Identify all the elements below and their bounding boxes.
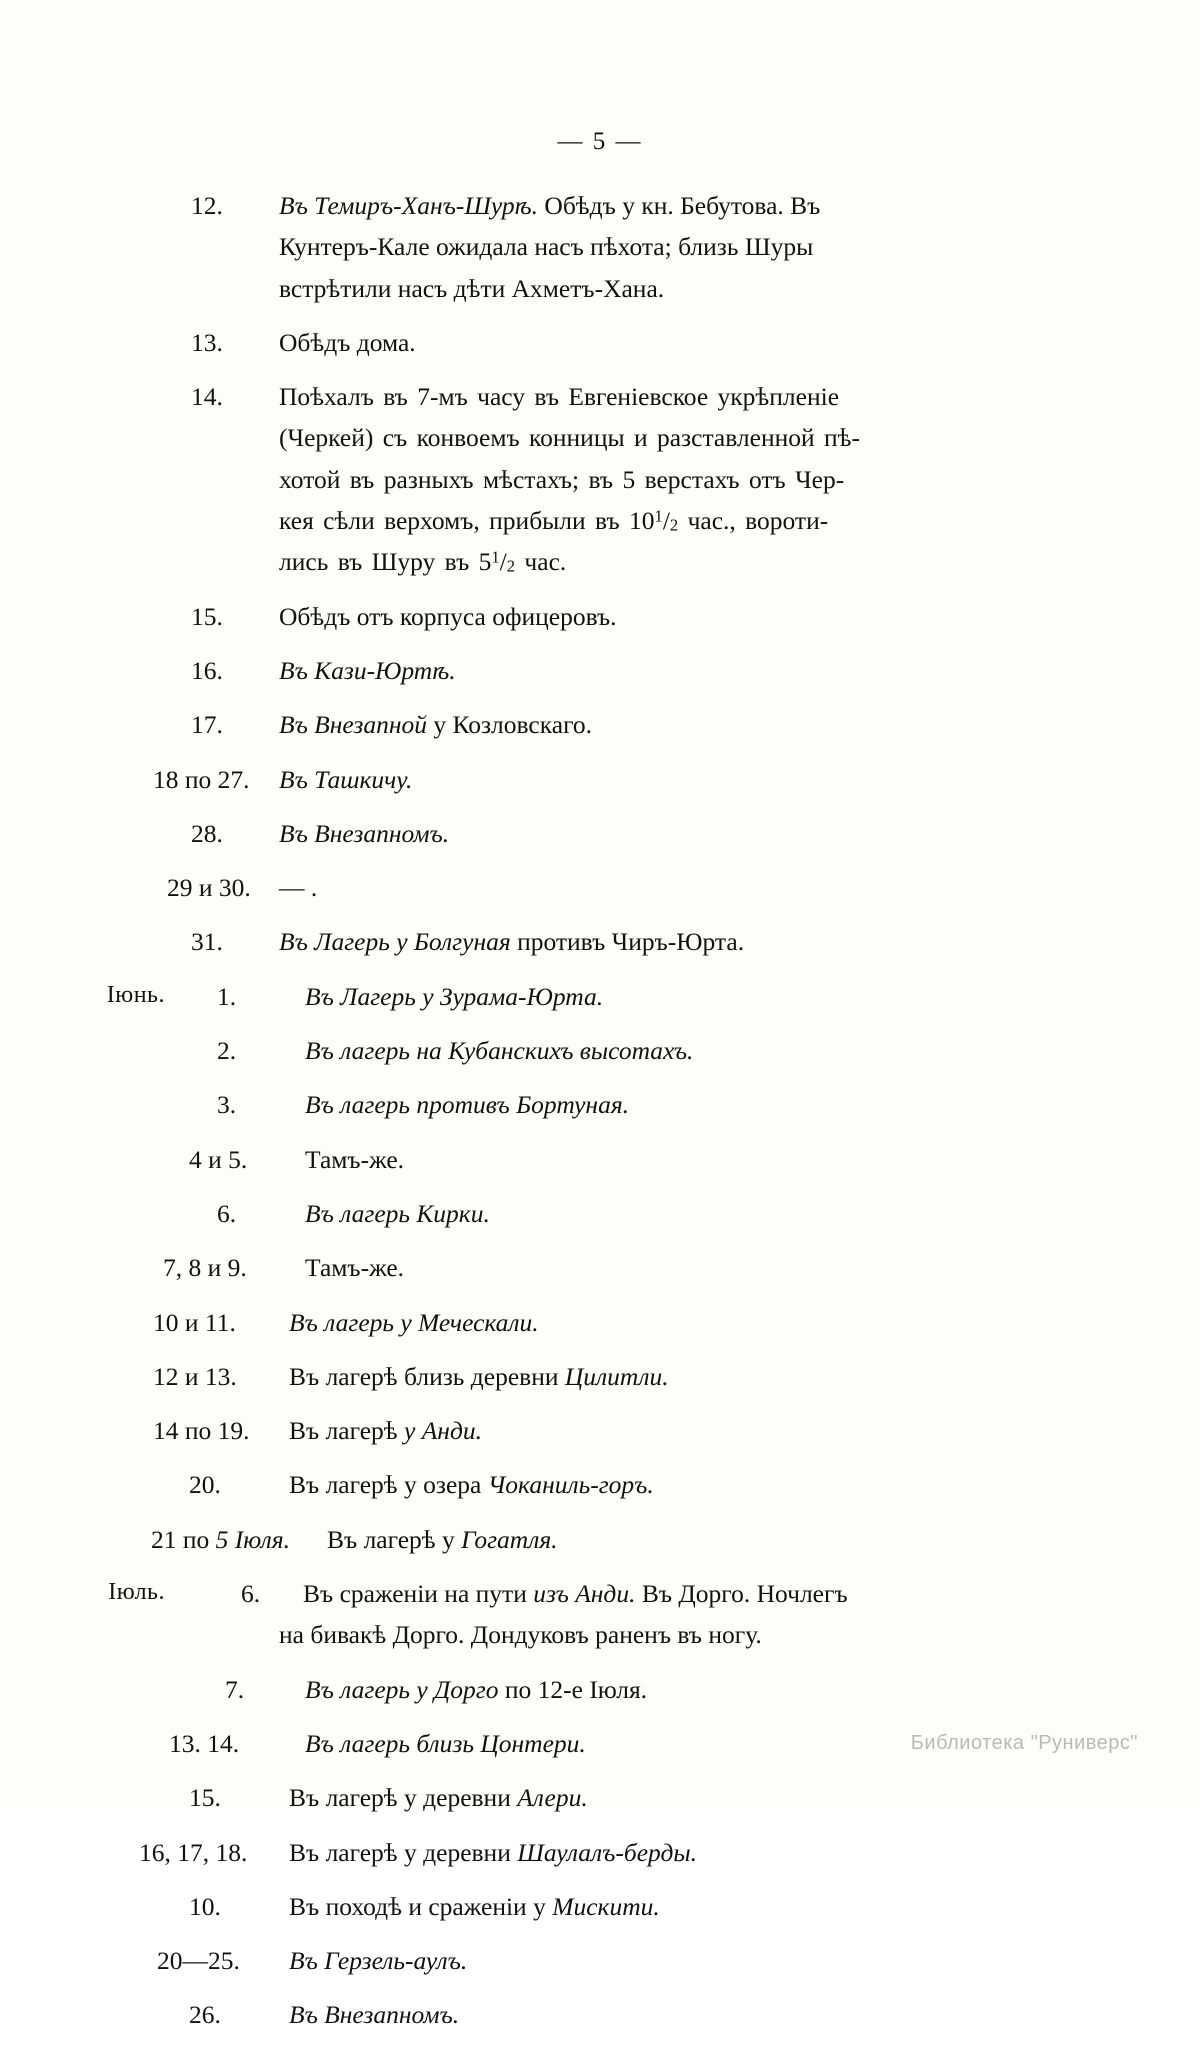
entry-place: Въ Темиръ-Ханъ-Шурѣ.	[279, 191, 539, 220]
diary-entry	[157, 1940, 1055, 1981]
fraction-one-half: $^1/_2$	[491, 547, 516, 577]
entry-place: Въ лагерь на Кубанскихъ высотахъ.	[305, 1036, 694, 1066]
entry-text: Тамъ-же.	[305, 1253, 405, 1283]
entry-text: Въ походѣ и сраженіи у	[289, 1891, 553, 1921]
entry-number: 7, 8 и 9.	[163, 1253, 247, 1283]
entry-text: Въ лагерѣ	[289, 1416, 405, 1446]
entry-number: 21 по 5 Iюля.	[151, 1524, 290, 1554]
entry-text: Обѣдъ дома.	[279, 327, 416, 357]
entry-number: 12.	[191, 191, 223, 220]
entry-place: Въ Внезапной	[279, 710, 427, 740]
entry-text: (Черкей) съ конвоемъ конницы и разставленной пѣ-	[279, 423, 861, 453]
entry-number: 3.	[217, 1090, 237, 1120]
month-label-june: Iюнь.	[106, 981, 165, 1008]
diary-entry	[153, 1356, 1055, 1397]
entry-place: Въ лагерь противъ Бортуная.	[305, 1090, 630, 1120]
diary-entry	[151, 1519, 1055, 1560]
entry-place: у Анди.	[404, 1416, 482, 1446]
entry-place: Въ Кази-Юртѣ.	[279, 655, 456, 685]
diary-entry	[175, 813, 1055, 854]
diary-entry	[175, 1139, 1055, 1180]
diary-entry	[175, 1464, 1055, 1505]
entry-text: у Козловскаго.	[427, 710, 593, 740]
diary-entry	[175, 322, 1055, 363]
entry-number: 15.	[191, 601, 223, 631]
entry-number: 2.	[217, 1036, 237, 1066]
diary-entry	[106, 976, 1055, 1017]
entry-number: 16.	[191, 655, 223, 685]
entry-number: 6.	[217, 1198, 237, 1228]
entry-number: 13. 14.	[169, 1728, 240, 1758]
page-number: — 5 —	[557, 128, 643, 155]
library-watermark: Библиотека "Руниверс"	[910, 1732, 1138, 1754]
diary-entry	[175, 1030, 1055, 1071]
entry-text: хотой въ разныхъ мѣстахъ; въ 5 верстахъ отъ Чер-	[279, 464, 845, 494]
entry-place: изъ Анди.	[533, 1579, 636, 1609]
diary-entry	[175, 921, 1055, 962]
entry-place: Гогатля.	[461, 1524, 558, 1554]
diary-entry	[108, 1573, 1055, 1656]
diary-entry	[175, 1994, 1055, 2035]
entry-number: 17.	[191, 710, 223, 740]
fraction-one-half: $^1/_2$	[654, 506, 679, 536]
entry-number: 14 по 19.	[153, 1416, 250, 1446]
entry-text: Въ лагерѣ близь деревни	[289, 1361, 565, 1391]
entry-place: Въ лагерь у Меческали.	[289, 1307, 539, 1337]
entry-text: час.	[515, 547, 567, 577]
entry-number: 10.	[189, 1891, 221, 1921]
entry-number: 20.	[189, 1470, 221, 1500]
diary-entry	[175, 1669, 1055, 1710]
entry-place: Въ лагерь близь Цонтери.	[305, 1728, 586, 1758]
entry-number: 20—25.	[157, 1946, 240, 1976]
diary-entry	[139, 1832, 1055, 1873]
diary-entry	[175, 596, 1055, 637]
diary-entry	[175, 376, 1055, 582]
entry-place: Въ Герзель-аулъ.	[289, 1946, 468, 1976]
diary-entry	[175, 1084, 1055, 1125]
diary-entry	[153, 759, 1055, 800]
entry-text: лись въ Шуру въ 5	[279, 547, 492, 577]
entry-number: 31.	[191, 927, 223, 957]
entry-number: 18 по 27.	[153, 764, 250, 794]
entry-place: Алери.	[517, 1783, 588, 1813]
entry-text: час., вороти-	[678, 506, 829, 536]
entry-text: Обѣдъ отъ корпуса офицеровъ.	[279, 601, 617, 631]
diary-entry	[175, 1777, 1055, 1818]
entry-text: противъ Чиръ-Юрта.	[510, 927, 745, 957]
entry-number: 13.	[191, 327, 223, 357]
entry-number: 16, 17, 18.	[139, 1837, 248, 1867]
entry-text: по 12-е Iюля.	[498, 1674, 648, 1704]
entry-text: Кунтеръ-Кале ожидала насъ пѣхота; близь Шуры	[279, 232, 814, 262]
month-label-july: Iюль.	[108, 1579, 165, 1606]
diary-entry	[153, 1302, 1055, 1343]
entry-place: Чоканиль-горъ.	[487, 1470, 654, 1500]
entry-number: 1.	[217, 981, 237, 1011]
entry-text: — .	[279, 873, 318, 903]
entry-text: встрѣтили насъ дѣти Ахметъ-Хана.	[279, 273, 665, 303]
diary-entry	[175, 704, 1055, 745]
entry-text: Въ лагерѣ у деревни	[289, 1837, 518, 1867]
diary-entry	[153, 1410, 1055, 1451]
entry-text: Въ лагерѣ у	[327, 1524, 462, 1554]
diary-entry	[175, 1886, 1055, 1927]
entry-number: 15.	[189, 1783, 221, 1813]
entry-number: 28.	[191, 818, 223, 848]
entry-place: Въ лагерь у Дорго	[305, 1674, 499, 1704]
entry-text: Въ лагерѣ у озера	[289, 1470, 488, 1500]
entry-text: кея сѣли верхомъ, прибыли въ 10	[279, 506, 655, 536]
entry-number: 7.	[225, 1674, 245, 1704]
entry-text: Въ Дорго. Ночлегъ	[635, 1579, 848, 1609]
entry-number: 10 и 11.	[153, 1307, 236, 1337]
entry-place: Мискити.	[552, 1891, 660, 1921]
entry-text: Въ лагерѣ у деревни	[289, 1783, 518, 1813]
entry-text: Обѣдъ у кн. Бебутова. Въ	[538, 191, 821, 220]
diary-entry	[175, 185, 1055, 309]
entry-place: Въ Внезапномъ.	[279, 818, 450, 848]
entry-place: Въ Ташкичу.	[279, 764, 413, 794]
diary-entry	[167, 867, 1055, 908]
entry-text: на бивакѣ Дорго. Дондуковъ раненъ въ ногу.	[279, 1620, 762, 1650]
diary-entry	[163, 1247, 1055, 1288]
entry-number: 6.	[241, 1579, 261, 1609]
entry-place: Въ Лагерь у Зурама-Юрта.	[305, 981, 604, 1011]
entry-text: Въ сраженіи на пути	[303, 1579, 534, 1609]
entry-place: Шаулалъ-берды.	[517, 1837, 697, 1867]
entry-place: Въ лагерь Кирки.	[305, 1198, 490, 1228]
entry-number: 12 и 13.	[153, 1361, 237, 1391]
entry-number: 4 и 5.	[189, 1144, 248, 1174]
entry-place: Въ Лагерь у Болгуная	[279, 927, 511, 957]
entry-number: 26.	[189, 2000, 221, 2030]
entry-number: 14.	[191, 382, 223, 412]
diary-entry-list	[106, 185, 1055, 2049]
entry-text: Тамъ-же.	[305, 1144, 405, 1174]
entry-place: Въ Внезапномъ.	[289, 2000, 460, 2030]
diary-entry	[175, 650, 1055, 691]
diary-entry	[175, 1193, 1055, 1234]
entry-number: 29 и 30.	[167, 873, 251, 903]
entry-text: Поѣхалъ въ 7-мъ часу въ Евгеніевское укрѣпленіе	[279, 382, 840, 412]
entry-place: Цилитли.	[564, 1361, 669, 1391]
